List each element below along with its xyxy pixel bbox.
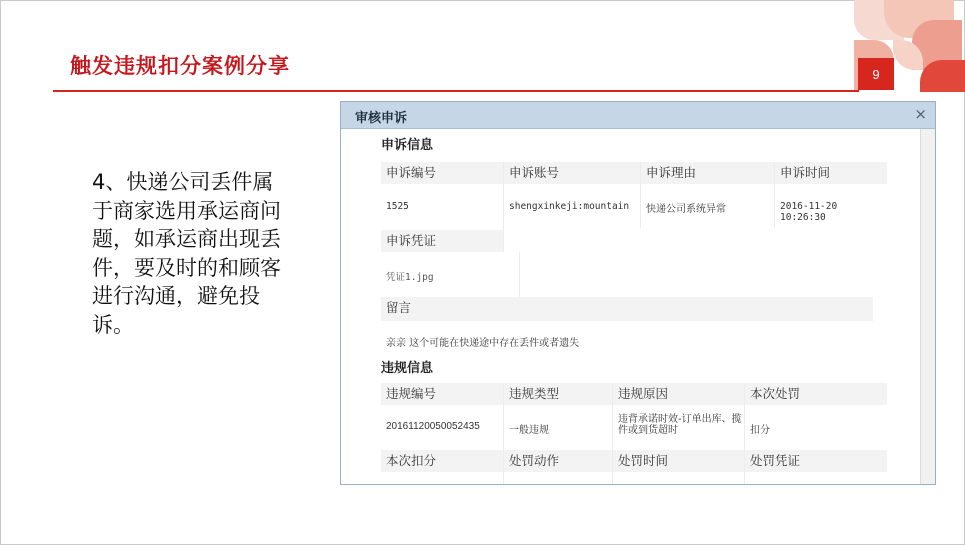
violation-header-type: 违规类型 — [504, 383, 612, 405]
table-divider — [519, 252, 520, 297]
violation-header-penalty-time: 处罚时间 — [613, 450, 744, 472]
appeal-account-value: shengxinkeji:mountain — [509, 201, 630, 212]
violation-header-reason: 违规原因 — [613, 383, 744, 405]
appeal-proof-file[interactable]: 凭证1.jpg — [386, 272, 434, 283]
appeal-header-reason: 申诉理由 — [641, 162, 774, 184]
dialog-header — [341, 102, 935, 129]
table-divider — [640, 162, 641, 228]
violation-header-penalty: 本次处罚 — [745, 383, 887, 405]
appeal-time-value: 2016-11-20 10:26:30 — [780, 201, 838, 223]
corner-decoration — [920, 60, 965, 92]
violation-header-action: 处罚动作 — [504, 450, 612, 472]
close-icon[interactable]: × — [914, 105, 927, 123]
table-divider — [503, 162, 504, 252]
case-description: 4、快递公司丢件属于商家选用承运商问题，如承运商出现丢件，要及时的和顾客进行沟通，避免投诉。 — [92, 170, 281, 337]
appeal-review-dialog — [340, 101, 936, 485]
slide-title: 触发违规扣分案例分享 — [70, 54, 290, 78]
appeal-proof-label: 申诉凭证 — [381, 230, 503, 252]
appeal-header-time: 申诉时间 — [775, 162, 887, 184]
appeal-section-title: 申诉信息 — [381, 138, 434, 153]
violation-penalty-value: 扣分 — [750, 425, 770, 436]
appeal-message-text: 亲亲 这个可能在快递途中存在丢件或者遗失 — [386, 338, 580, 349]
violation-header-penalty-proof: 处罚凭证 — [745, 450, 887, 472]
violation-header-deduction: 本次扣分 — [381, 450, 503, 472]
table-divider — [774, 162, 775, 228]
appeal-message-label: 留言 — [381, 297, 873, 321]
dialog-body — [341, 129, 935, 484]
title-divider — [53, 90, 859, 92]
dialog-title: 审核申诉 — [355, 111, 408, 126]
violation-reason-value: 违背承诺时效-订单出库、揽件或到货超时 — [618, 414, 742, 436]
appeal-id-value: 1525 — [386, 201, 409, 212]
appeal-header-account: 申诉账号 — [504, 162, 640, 184]
violation-id-value: 20161120050052435 — [386, 421, 480, 432]
violation-header-id: 违规编号 — [381, 383, 503, 405]
page-number: 9 — [858, 58, 894, 90]
violation-section-title: 违规信息 — [381, 361, 434, 376]
appeal-reason-value: 快递公司系统异常 — [646, 204, 726, 215]
appeal-header-id: 申诉编号 — [381, 162, 503, 184]
violation-type-value: 一般违规 — [509, 425, 549, 436]
